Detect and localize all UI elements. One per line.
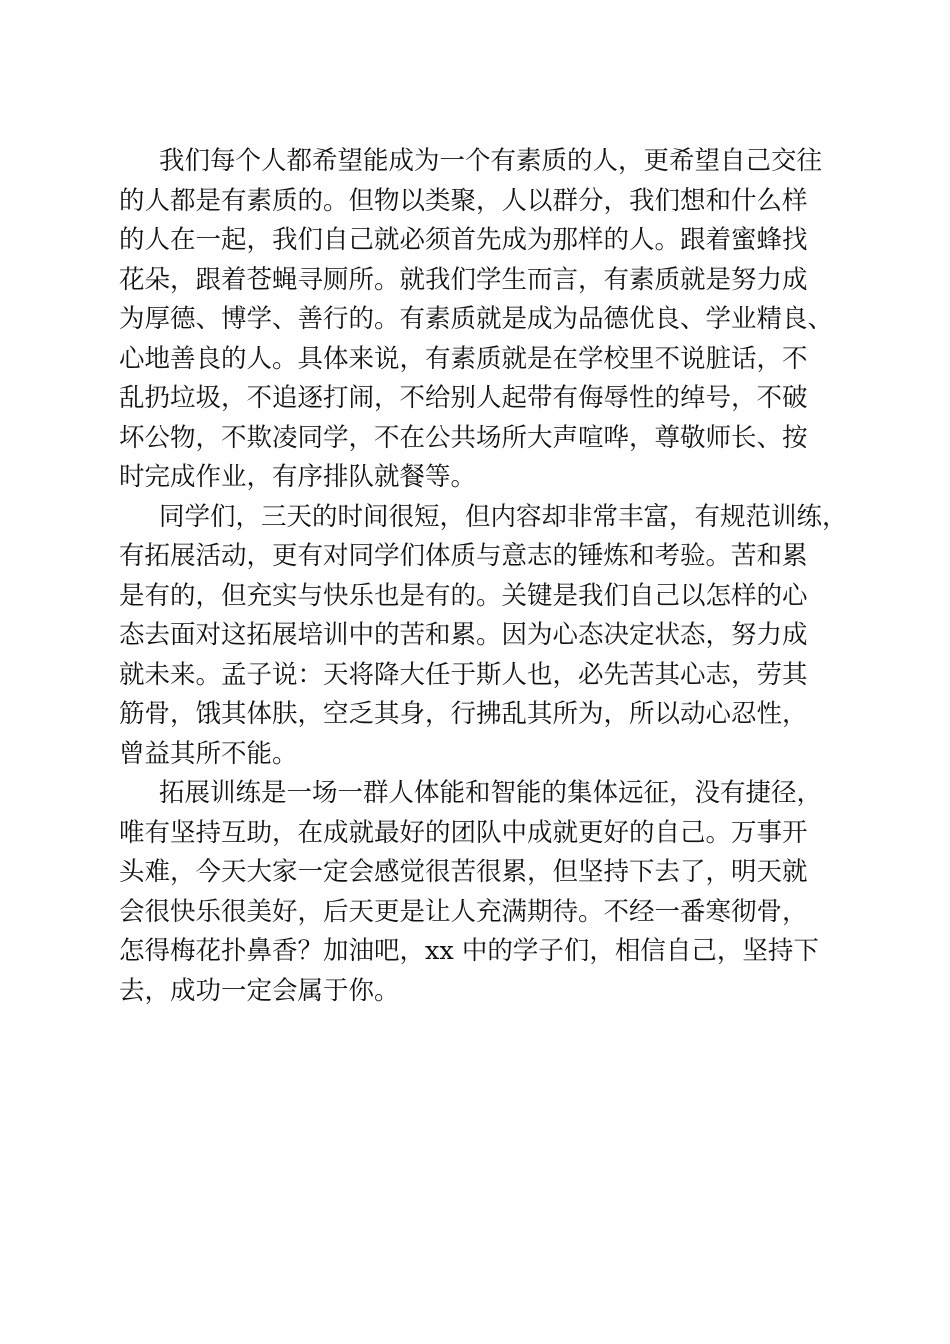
text-line: 有拓展活动，更有对同学们体质与意志的锤炼和考验。苦和累 — [119, 541, 808, 571]
text-line: 拓展训练是一场一群人体能和智能的集体远征，没有捷径， — [159, 778, 823, 808]
document-page — [119, 142, 848, 1011]
text-line: 时完成作业，有序排队就餐等。 — [119, 462, 477, 492]
text-line: 曾益其所不能。 — [119, 738, 298, 769]
text-line: 是有的，但充实与快乐也是有的。关键是我们自己以怎样的心 — [119, 580, 808, 611]
text-line: 为厚德、博学、善行的。有素质就是成为品德优良、学业精良、 — [119, 304, 834, 334]
text-line: 唯有坚持互助，在成就最好的团队中成就更好的自己。万事开 — [119, 817, 808, 848]
text-line: 坏公物，不欺凌同学，不在公共场所大声喧哗，尊敬师长、按 — [119, 422, 808, 453]
text-line: 的人都是有素质的。但物以类聚，人以群分，我们想和什么样 — [119, 185, 808, 216]
paragraph-3 — [119, 774, 839, 1011]
text-line: 头难，今天大家一定会感觉很苦很累，但坚持下去了，明天就 — [119, 857, 808, 887]
text-line: 花朵，跟着苍蝇寻厕所。就我们学生而言，有素质就是努力成 — [119, 264, 808, 295]
text-line: 同学们，三天的时间很短，但内容却非常丰富，有规范训练， — [159, 501, 848, 532]
paragraph-2 — [119, 498, 848, 775]
text-line: 态去面对这拓展培训中的苦和累。因为心态决定状态，努力成 — [119, 620, 808, 650]
text-line: 筋骨，饿其体肤，空乏其身，行拂乱其所为，所以动心忍性， — [119, 699, 808, 729]
text-line: 就未来。孟子说：天将降大任于斯人也，必先苦其心志，劳其 — [119, 659, 808, 690]
text-line: 的人在一起，我们自己就必须首先成为那样的人。跟着蜜蜂找 — [119, 225, 808, 255]
text-line: 心地善良的人。具体来说，有素质就是在学校里不说脏话，不 — [119, 343, 808, 374]
text-line: 去，成功一定会属于你。 — [119, 975, 400, 1006]
text-line: 我们每个人都希望能成为一个有素质的人，更希望自己交往 — [159, 146, 823, 176]
text-line: 乱扔垃圾，不追逐打闹，不给别人起带有侮辱性的绰号，不破 — [119, 383, 808, 413]
text-line: 怎得梅花扑鼻香？加油吧，xx 中的学子们，相信自己，坚持下 — [119, 936, 819, 966]
paragraph-1 — [119, 142, 839, 498]
text-line: 会很快乐很美好，后天更是让人充满期待。不经一番寒彻骨， — [119, 896, 808, 927]
